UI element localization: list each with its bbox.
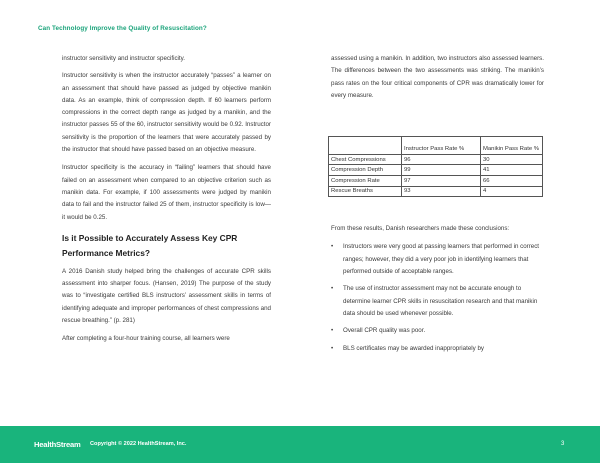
table-cell: Rescue Breaths — [329, 186, 402, 197]
left-paragraph-5: After completing a four-hour training course, all learners were — [62, 335, 230, 343]
footer-bar — [0, 426, 600, 463]
list-item — [331, 343, 544, 355]
table-header-cell: Instructor Pass Rate % — [402, 137, 481, 155]
table-header-cell — [329, 137, 402, 155]
left-paragraph-1: instructor sensitivity and instructor specificity. — [62, 55, 185, 62]
table-cell: 30 — [481, 154, 543, 165]
right-paragraph-1: assessed using a manikin. In addition, two instructors also assessed learners. The differences between the two assessments was striking. The manikin’s pass rates on the four critical components of CPR was dramatically lower for every measure. — [331, 55, 544, 99]
list-item — [331, 325, 544, 337]
left-column — [62, 53, 271, 352]
instructor-specificity-paragraph: Instructor specificity is the accuracy in “failing” learners that should have failed on an assessment when compared to an objective criterion such as manikin data. For example, if 100 assessments were judged by manikin data to fail and the instructor failed 25 of them, instructor specificity is low—it would be 0.25. — [62, 164, 271, 221]
table-cell: Compression Depth — [329, 165, 402, 176]
right-column — [331, 53, 544, 360]
page-number: 3 — [561, 441, 565, 447]
table-cell: 99 — [402, 165, 481, 176]
table-cell: Compression Rate — [329, 175, 402, 186]
instructor-sensitivity-paragraph: Instructor sensitivity is when the instructor accurately “passes” a learner on an assessment that should have passed as judged by objective manikin data. As an example, think of compression depth. If 60 learners perform compressions in the correct depth range as judged by a manikin, and the instructor passes 55 of the 60, instructor sensitivity would be 0.92. Instructor sensitivity is the proportion of the learners that were accurately passed by the instructor that should have passed based on an objective measure. — [62, 72, 271, 154]
section-heading: Is it Possible to Accurately Assess Key CPR Performance Metrics? — [62, 232, 238, 259]
conclusions-intro: From these results, Danish researchers made these conclusions: — [331, 225, 510, 233]
list-item — [331, 283, 544, 320]
table-cell: 93 — [402, 186, 481, 197]
header-title: Can Technology Improve the Quality of Resuscitation? — [38, 25, 207, 32]
table-cell: 66 — [481, 175, 543, 186]
list-item-text: BLS certificates may be awarded inappropriately by — [343, 344, 485, 352]
table-row — [329, 165, 543, 176]
table-row — [329, 154, 543, 165]
table-cell: Chest Compressions — [329, 154, 402, 165]
bullet-icon: • — [331, 243, 334, 251]
list-item — [331, 241, 544, 278]
table-row — [329, 186, 543, 197]
bullet-icon: • — [331, 327, 334, 335]
table-cell: 41 — [481, 165, 543, 176]
table-cell: 96 — [402, 154, 481, 165]
healthstream-logo: HealthStream — [34, 440, 81, 449]
list-item-text: Overall CPR quality was poor. — [343, 327, 426, 335]
list-item-text: Instructors were very good at passing learners that performed in correct ranges; however, they did a very poor job in identifying learners that performed outside of acceptable ranges. — [343, 243, 540, 276]
table-row — [329, 175, 543, 186]
bullet-icon: • — [331, 285, 334, 293]
table-cell: 97 — [402, 175, 481, 186]
conclusions-list — [331, 241, 544, 354]
list-item-text: The use of instructor assessment may not be accurate enough to determine learner CPR skills in resuscitation research and that manikin data should be used whenever possible. — [343, 285, 538, 317]
table-cell: 4 — [481, 186, 543, 197]
table-header-cell: Manikin Pass Rate % — [481, 137, 543, 155]
copyright-text: Copyright © 2022 HealthStream, Inc. — [90, 441, 187, 447]
pass-rate-table — [328, 136, 543, 197]
bullet-icon: • — [331, 344, 334, 352]
table-header-row — [329, 137, 543, 155]
danish-study-paragraph: A 2016 Danish study helped bring the challenges of accurate CPR skills assessment into sharper focus. (Hansen, 2019) The purpose of the study was to “investigate certified BLS instructors’ assessment skills in terms of identifying adequate and improper performances of chest compressions and rescue breathing.” (p. 281) — [62, 267, 271, 325]
